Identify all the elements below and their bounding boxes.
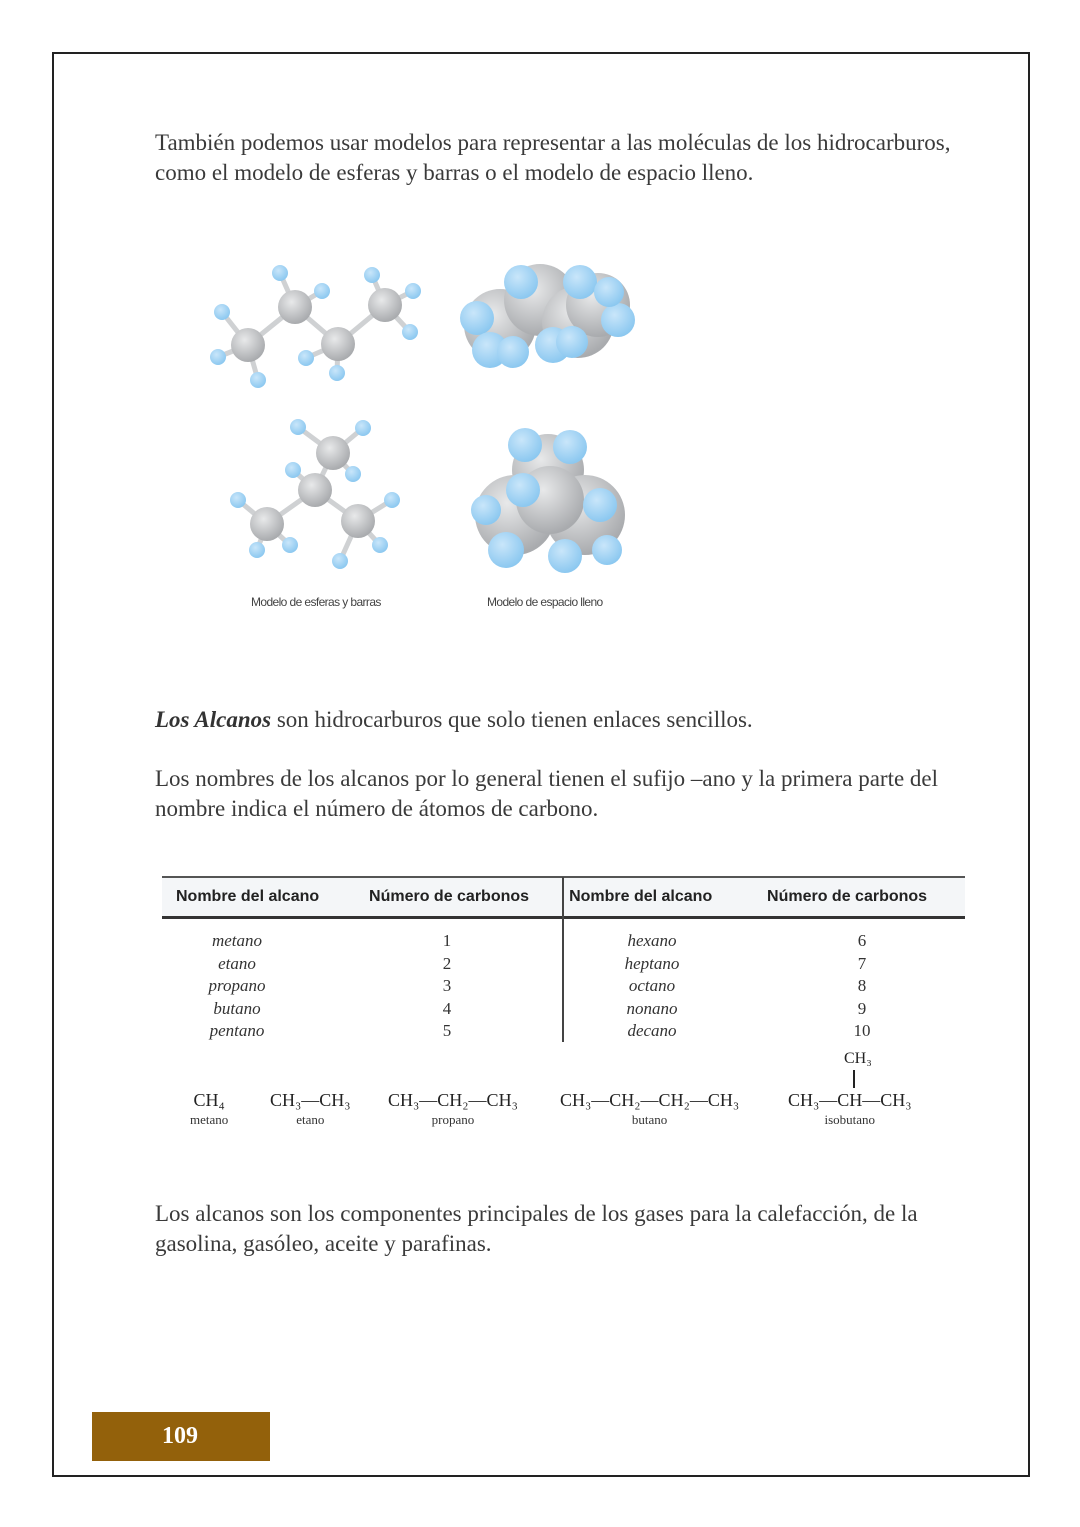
hydrogen-atom <box>332 553 348 569</box>
hydrogen-atom <box>355 420 371 436</box>
carbon-count: 3 <box>442 976 452 995</box>
uses-paragraph: Los alcanos son los componentes principales de los gases para la calefacción, de la gasolina, gasóleo, aceite y parafinas. <box>155 1201 918 1256</box>
carbon-atom <box>278 290 312 324</box>
carbon-count-column <box>832 931 892 1044</box>
hydrogen-atom <box>460 301 494 335</box>
alkane-name: decano <box>627 1021 677 1040</box>
carbon-atom <box>250 507 284 541</box>
carbon-count: 4 <box>442 998 452 1018</box>
hydrogen-atom <box>594 277 624 307</box>
hydrogen-atom <box>214 304 230 320</box>
formula-label: butano <box>631 1112 668 1127</box>
structural-formulas <box>162 1048 965 1148</box>
hydrogen-atom <box>601 303 635 337</box>
hydrogen-atom <box>506 473 540 507</box>
hydrogen-atom <box>508 428 542 462</box>
alkane-name: pentano <box>209 1021 265 1040</box>
formula-text: CH₄ <box>193 1090 225 1110</box>
alkane-name: propano <box>208 976 266 995</box>
molecule-models-figure <box>0 0 1080 640</box>
hydrogen-atom <box>384 492 400 508</box>
carbon-count: 2 <box>442 953 452 973</box>
alkanes-definition-text: son hidrocarburos que solo tienen enlaces sencillos. <box>271 707 753 732</box>
carbon-atom <box>298 473 332 507</box>
alkane-name: nonano <box>626 998 678 1018</box>
hydrogen-atom <box>402 324 418 340</box>
alkanes-definition <box>155 705 955 735</box>
hydrogen-atom <box>488 532 524 568</box>
alkanes-term: Los Alcanos <box>155 707 272 732</box>
naming-paragraph: Los nombres de los alcanos por lo general tienen el sufijo –ano y la primera parte del nombre indica el número de átomos de carbono. <box>155 766 939 821</box>
caption-space-fill: Modelo de espacio lleno <box>487 595 603 609</box>
alkane-name: etano <box>218 953 256 973</box>
header-name-2: Nombre del alcano <box>569 888 713 905</box>
hydrogen-atom <box>405 283 421 299</box>
carbon-count: 1 <box>442 931 452 950</box>
hydrogen-atom <box>471 495 501 525</box>
alkane-name: octano <box>628 976 676 995</box>
formula-metano <box>190 1090 228 1128</box>
carbon-atom <box>341 504 375 538</box>
carbon-count: 8 <box>857 976 867 995</box>
formula-label: propano <box>431 1112 475 1127</box>
formula-butano <box>560 1090 739 1128</box>
carbon-count: 9 <box>857 998 867 1018</box>
header-count-2: Número de carbonos <box>767 888 928 905</box>
column-divider <box>562 877 564 1042</box>
hydrogen-atom <box>282 537 298 553</box>
alkane-name: metano <box>211 931 263 950</box>
alkane-name: hexano <box>627 931 677 950</box>
hydrogen-atom <box>249 542 265 558</box>
intro-paragraph: También podemos usar modelos para representar a las moléculas de los hidrocarburos, como el modelo de esferas y barras o el modelo de espacio lleno. <box>155 130 951 185</box>
hydrogen-atom <box>329 365 345 381</box>
hydrogen-atom <box>504 265 538 299</box>
hydrogen-atom <box>563 265 597 299</box>
hydrogen-atom <box>556 326 588 358</box>
carbon-atom <box>368 288 402 322</box>
hydrogen-atom <box>314 283 330 299</box>
hydrogen-atom <box>553 430 587 464</box>
hydrogen-atom <box>592 535 622 565</box>
formula-isobutano <box>788 1050 912 1128</box>
carbon-atom <box>316 436 350 470</box>
formula-text: CH₃—CH₃ <box>270 1090 351 1110</box>
carbon-count-column <box>417 931 477 1044</box>
carbon-atom <box>231 328 265 362</box>
carbon-count: 5 <box>442 1021 452 1040</box>
hydrogen-atom <box>290 419 306 435</box>
hydrogen-atom <box>210 349 226 365</box>
formula-label: etano <box>296 1112 325 1127</box>
branch-bond <box>853 1070 855 1088</box>
hydrogen-atom <box>298 350 314 366</box>
branch-group: CH₃ <box>844 1050 872 1067</box>
formula-text: CH₃—CH₂—CH₃ <box>388 1090 518 1110</box>
alkane-name-column <box>197 931 277 1044</box>
alkane-name: heptano <box>624 953 680 973</box>
formula-propano <box>388 1090 518 1128</box>
carbon-count: 6 <box>857 931 867 950</box>
carbon-count: 10 <box>853 1021 871 1040</box>
hydrogen-atom <box>285 462 301 478</box>
alkanes-table <box>162 876 965 1047</box>
alkane-name-column <box>612 931 692 1044</box>
hydrogen-atom <box>230 492 246 508</box>
hydrogen-atom <box>272 265 288 281</box>
table-body <box>162 919 965 1047</box>
hydrogen-atom <box>345 466 361 482</box>
hydrogen-atom <box>250 372 266 388</box>
carbon-atom <box>321 327 355 361</box>
formula-label: metano <box>190 1112 229 1127</box>
alkane-name: butano <box>213 998 261 1018</box>
formula-text: CH₃—CH₂—CH₂—CH₃ <box>560 1090 740 1110</box>
header-name-1: Nombre del alcano <box>176 888 320 905</box>
caption-ball-stick: Modelo de esferas y barras <box>251 595 381 609</box>
page-number: 109 <box>92 1412 270 1461</box>
hydrogen-atom <box>497 336 529 368</box>
carbon-count: 7 <box>857 953 867 973</box>
formula-etano <box>270 1090 351 1128</box>
hydrogen-atom <box>372 537 388 553</box>
hydrogen-atom <box>364 267 380 283</box>
formula-text: CH₃—CH—CH₃ <box>788 1090 912 1110</box>
hydrogen-atom <box>583 488 617 522</box>
header-count-1: Número de carbonos <box>369 888 530 905</box>
hydrogen-atom <box>548 539 582 573</box>
formula-label: isobutano <box>824 1112 876 1127</box>
